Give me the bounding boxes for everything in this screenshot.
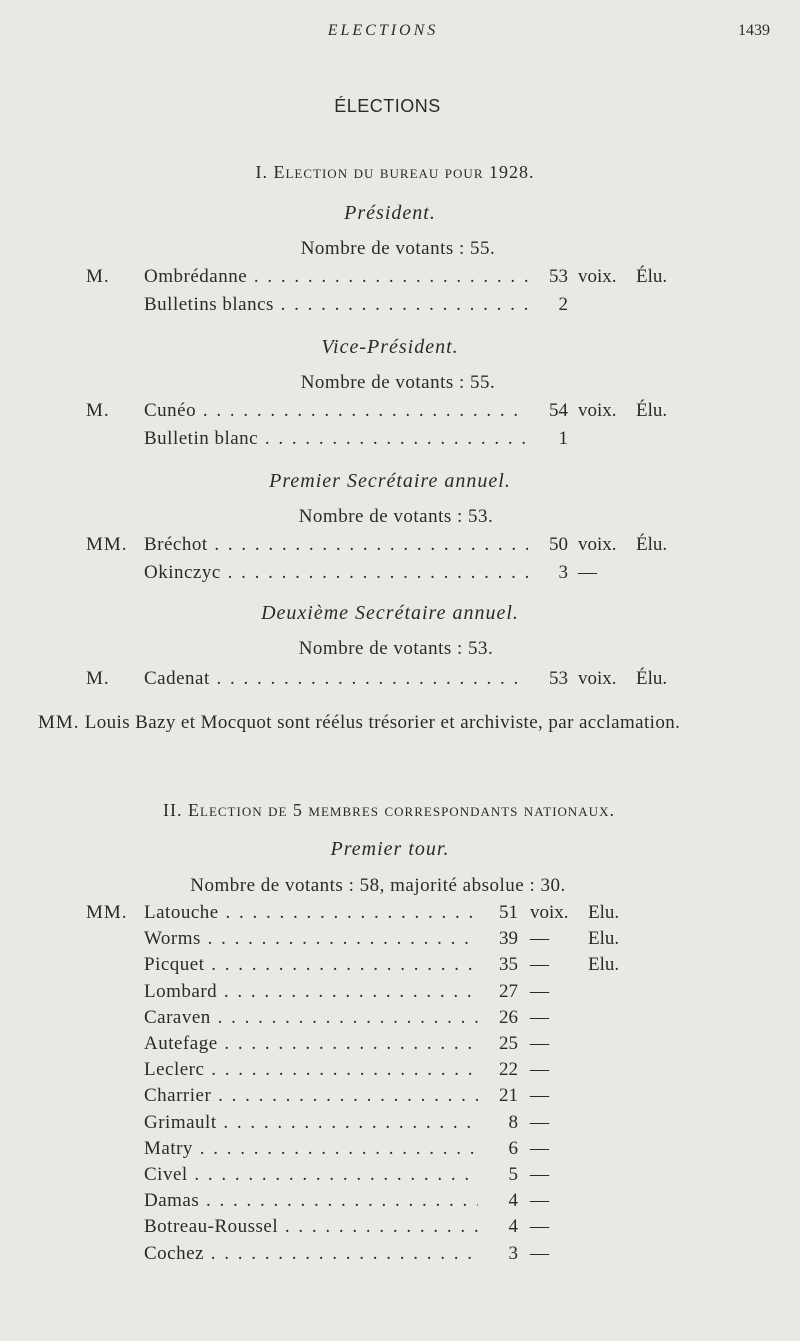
votants-deuxieme-secretaire: Nombre de votants : 53. (298, 638, 494, 659)
candidate-name: Leclerc . . . (144, 1059, 478, 1081)
election-status: Élu. (636, 400, 668, 421)
candidate-name: Worms . . . (144, 928, 478, 950)
acclamation-paragraph (38, 709, 766, 737)
result-row (0, 1085, 800, 1113)
candidate-name: Ombrédanne . . . (144, 266, 528, 288)
vote-unit: — (530, 1059, 549, 1081)
vote-unit: — (530, 1242, 549, 1264)
result-row (0, 1033, 800, 1061)
election-status: Élu. (636, 266, 668, 287)
votants-premier-tour: Nombre de votants : 58, majorité absolue : 30. (190, 875, 566, 896)
candidate-name: Cochez . . . (144, 1243, 478, 1265)
result-row (0, 1112, 800, 1140)
votants-premier-secretaire: Nombre de votants : 53. (298, 506, 494, 527)
vote-count: 54 (549, 400, 568, 421)
result-row (0, 1216, 800, 1244)
election-status: Elu. (588, 902, 620, 923)
vote-unit: — (530, 1190, 549, 1212)
candidate-name: Picquet . . . (144, 954, 478, 976)
result-row (0, 266, 800, 294)
row-prefix: MM. (86, 902, 128, 923)
subheading-premier-tour: Premier tour. (330, 838, 450, 860)
vote-unit: voix. (578, 400, 617, 421)
vote-count: 35 (499, 954, 518, 976)
vote-count: 51 (499, 902, 518, 923)
section-heading-1: I. Election du bureau pour 1928. (255, 162, 535, 182)
vote-count: 2 (558, 294, 568, 315)
result-row (0, 1243, 800, 1271)
vote-unit: — (530, 1085, 549, 1107)
vote-count: 1 (558, 428, 568, 449)
result-row (0, 902, 800, 930)
vote-count: 27 (499, 980, 518, 1002)
candidate-name: Autefage . . . (144, 1033, 478, 1055)
vote-unit: voix. (578, 668, 617, 689)
vote-unit: — (530, 1006, 549, 1028)
candidate-name: Grimault . . . (144, 1112, 478, 1134)
result-row (0, 668, 800, 696)
vote-unit: — (530, 980, 549, 1002)
vote-unit: — (530, 1164, 549, 1185)
vote-unit: — (578, 562, 597, 583)
candidate-name: Latouche . . . (144, 902, 478, 924)
candidate-name: Damas . . . (144, 1190, 478, 1212)
vote-count: 5 (508, 1164, 518, 1185)
vote-count: 53 (549, 668, 568, 689)
candidate-name: Bulletin blanc . . . (144, 428, 528, 450)
candidate-name: Charrier . . . (144, 1085, 478, 1107)
paragraph-text: Louis Bazy et Mocquot sont réélus trésorier et archiviste, par acclamation. (84, 712, 681, 733)
vote-count: 25 (499, 1033, 518, 1054)
subheading-premier-secretaire: Premier Secrétaire annuel. (269, 470, 511, 492)
paragraph-lead: MM. (38, 712, 80, 733)
result-row (0, 562, 800, 590)
candidate-name: Bulletins blancs . . . (144, 294, 528, 316)
row-prefix: M. (86, 668, 110, 689)
vote-count: 22 (499, 1059, 518, 1081)
candidate-name: Matry . . . (144, 1138, 478, 1160)
vote-unit: — (530, 928, 549, 950)
result-row (0, 1007, 800, 1035)
vote-count: 6 (508, 1137, 518, 1159)
row-prefix: MM. (86, 534, 128, 555)
result-row (0, 1190, 800, 1218)
election-status: Élu. (636, 534, 668, 555)
result-row (0, 1138, 800, 1166)
candidate-name: Bréchot . . . (144, 534, 528, 556)
vote-count: 53 (549, 266, 568, 287)
result-row (0, 534, 800, 562)
page-title: ÉLECTIONS (334, 96, 441, 116)
row-prefix: M. (86, 400, 110, 421)
vote-unit: voix. (530, 902, 569, 923)
candidate-name: Lombard . . . (144, 981, 478, 1003)
result-row (0, 928, 800, 956)
result-row (0, 294, 800, 322)
vote-count: 50 (549, 534, 568, 555)
result-row (0, 981, 800, 1009)
vote-unit: voix. (578, 266, 617, 287)
result-row (0, 1059, 800, 1087)
election-status: Elu. (588, 954, 620, 976)
candidate-name: Botreau-Roussel . . . (144, 1216, 478, 1238)
vote-count: 8 (508, 1111, 518, 1133)
result-row (0, 954, 800, 982)
candidate-name: Civel . . . (144, 1164, 478, 1186)
running-head-title: ELECTIONS (327, 22, 439, 39)
vote-count: 21 (499, 1085, 518, 1107)
vote-count: 3 (508, 1242, 518, 1264)
result-row (0, 400, 800, 428)
vote-count: 4 (508, 1190, 518, 1212)
election-status: Élu. (636, 668, 668, 689)
result-row (0, 1164, 800, 1192)
vote-unit: — (530, 1033, 549, 1054)
subheading-president: Président. (344, 202, 436, 224)
vote-count: 4 (508, 1216, 518, 1238)
vote-unit: — (530, 1137, 549, 1159)
vote-unit: — (530, 954, 549, 976)
candidate-name: Okinczyc . . . (144, 562, 528, 584)
candidate-name: Cunéo . . . (144, 400, 528, 422)
vote-count: 39 (499, 928, 518, 950)
subheading-deuxieme-secretaire: Deuxième Secrétaire annuel. (261, 602, 519, 624)
vote-unit: voix. (578, 534, 617, 555)
result-row (0, 428, 800, 456)
candidate-name: Caraven . . . (144, 1007, 478, 1029)
page-number: 1439 (738, 22, 770, 39)
election-status: Elu. (588, 928, 620, 950)
row-prefix: M. (86, 266, 110, 287)
subheading-vice-president: Vice-Président. (321, 336, 459, 358)
section-heading-2: II. Election de 5 membres correspondants nationaux. (163, 800, 615, 820)
votants-vice-president: Nombre de votants : 55. (300, 372, 496, 393)
votants-president: Nombre de votants : 55. (300, 238, 496, 259)
vote-count: 3 (558, 562, 568, 583)
vote-unit: — (530, 1216, 549, 1238)
candidate-name: Cadenat . . . (144, 668, 528, 690)
vote-count: 26 (499, 1006, 518, 1028)
vote-unit: — (530, 1111, 549, 1133)
